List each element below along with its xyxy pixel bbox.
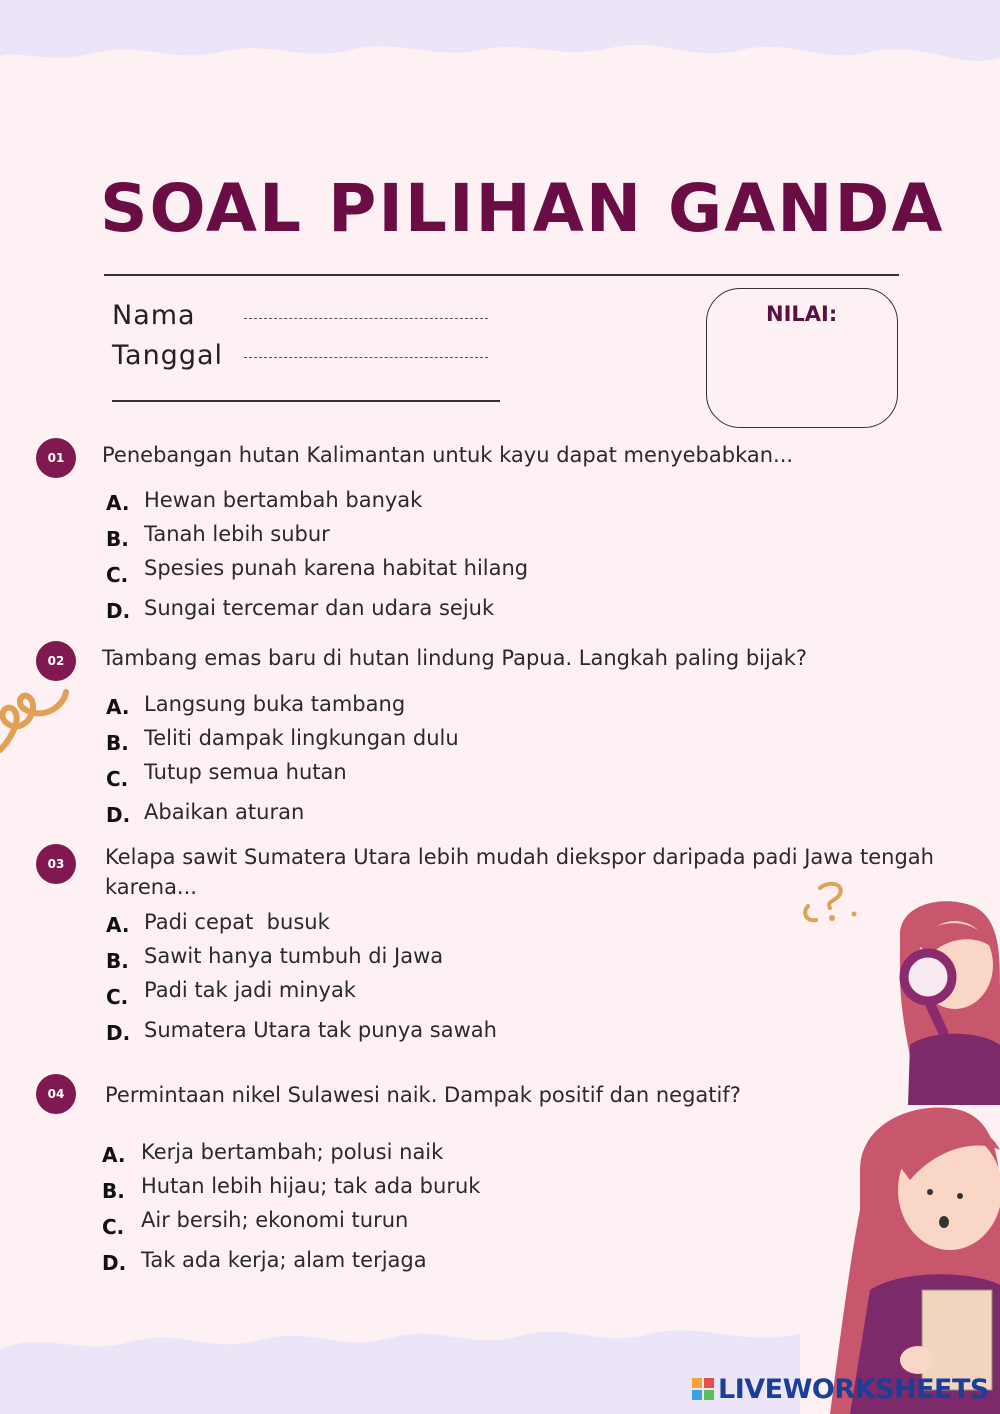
option-text[interactable]: Padi cepat busuk — [144, 910, 330, 934]
form-divider — [112, 400, 500, 402]
question-text-line2: karena... — [105, 875, 197, 899]
question-text: Penebangan hutan Kalimantan untuk kayu dapat menyebabkan... — [102, 443, 794, 467]
option-letter: B. — [106, 527, 129, 551]
option-text[interactable]: Sumatera Utara tak punya sawah — [144, 1018, 497, 1042]
liveworksheets-logo-icon — [692, 1378, 714, 1400]
date-field[interactable] — [244, 357, 488, 358]
question-number-badge: 01 — [36, 438, 76, 478]
option-text[interactable]: Tak ada kerja; alam terjaga — [141, 1248, 427, 1272]
option-text[interactable]: Langsung buka tambang — [144, 692, 406, 716]
girl-with-magnifier-illustration — [860, 895, 1000, 1105]
swirl-decoration-icon — [0, 680, 80, 770]
girl-with-notepad-illustration — [810, 1100, 1000, 1414]
option-text[interactable]: Abaikan aturan — [144, 800, 305, 824]
date-label: Tanggal — [112, 340, 224, 371]
question-text-line1: Kelapa sawit Sumatera Utara lebih mudah diekspor daripada padi Jawa tengah — [105, 845, 934, 869]
option-text[interactable]: Tanah lebih subur — [144, 522, 330, 546]
option-letter: B. — [102, 1179, 125, 1203]
option-text[interactable]: Teliti dampak lingkungan dulu — [144, 726, 459, 750]
option-text[interactable]: Spesies punah karena habitat hilang — [144, 556, 529, 580]
question-text: Tambang emas baru di hutan lindung Papua. Langkah paling bijak? — [102, 646, 808, 670]
name-label: Nama — [112, 300, 196, 331]
option-letter: C. — [102, 1215, 125, 1239]
question-number-badge: 03 — [36, 844, 76, 884]
option-letter: D. — [102, 1251, 127, 1275]
question-number-badge: 04 — [36, 1074, 76, 1114]
option-letter: C. — [106, 985, 129, 1009]
option-letter: D. — [106, 599, 131, 623]
page-title: SOAL PILIHAN GANDA — [100, 170, 945, 247]
option-text[interactable]: Sawit hanya tumbuh di Jawa — [144, 944, 444, 968]
option-text[interactable]: Kerja bertambah; polusi naik — [141, 1140, 444, 1164]
score-label: NILAI: — [766, 302, 838, 326]
liveworksheets-watermark: LIVEWORKSHEETS — [718, 1374, 989, 1405]
option-text[interactable]: Padi tak jadi minyak — [144, 978, 356, 1002]
question-number-badge: 02 — [36, 641, 76, 681]
option-letter: A. — [106, 695, 130, 719]
question-text: Permintaan nikel Sulawesi naik. Dampak positif dan negatif? — [105, 1083, 741, 1107]
top-wave-decoration — [0, 0, 1000, 80]
title-divider — [104, 274, 899, 276]
name-field[interactable] — [244, 318, 488, 319]
option-text[interactable]: Tutup semua hutan — [144, 760, 347, 784]
option-text[interactable]: Air bersih; ekonomi turun — [141, 1208, 409, 1232]
option-letter: A. — [106, 491, 130, 515]
option-letter: A. — [102, 1143, 126, 1167]
option-text[interactable]: Sungai tercemar dan udara sejuk — [144, 596, 495, 620]
option-letter: D. — [106, 1021, 131, 1045]
option-letter: C. — [106, 563, 129, 587]
option-letter: B. — [106, 949, 129, 973]
option-letter: D. — [106, 803, 131, 827]
option-letter: A. — [106, 913, 130, 937]
option-letter: B. — [106, 731, 129, 755]
option-text[interactable]: Hewan bertambah banyak — [144, 488, 423, 512]
option-text[interactable]: Hutan lebih hijau; tak ada buruk — [141, 1174, 481, 1198]
option-letter: C. — [106, 767, 129, 791]
